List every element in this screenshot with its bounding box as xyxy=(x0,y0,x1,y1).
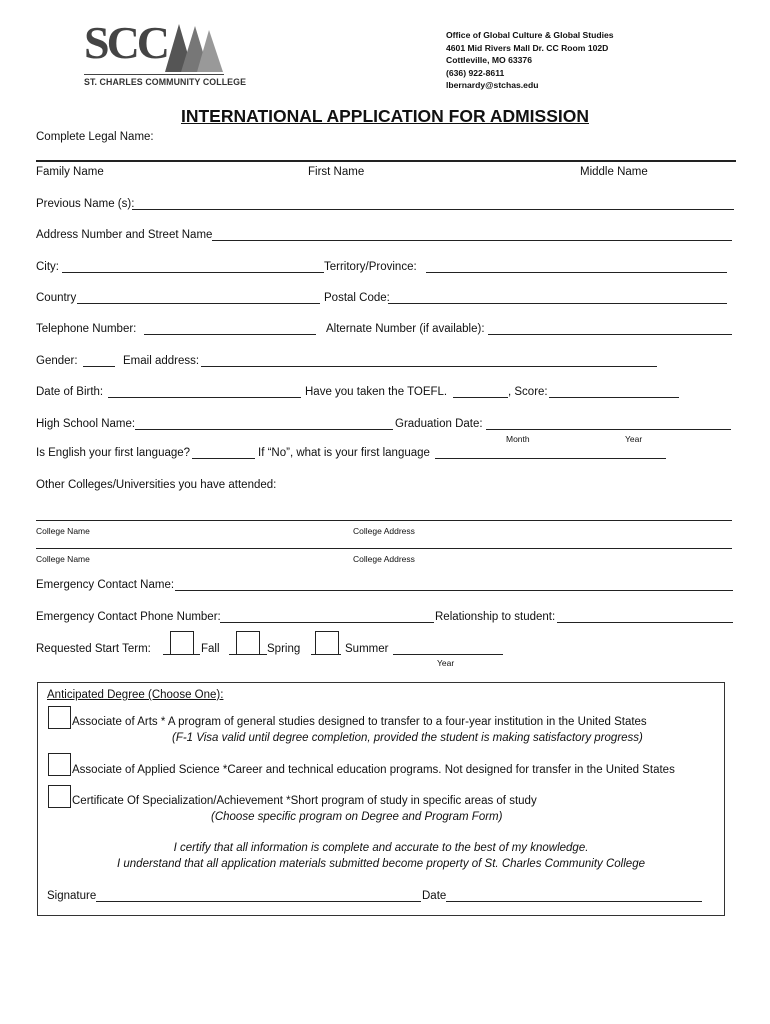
certificate-option: Certificate Of Specialization/Achievement *Short program of study in specific areas of study xyxy=(72,795,537,807)
relationship-label: Relationship to student: xyxy=(435,611,556,623)
legal-name-label: Complete Legal Name: xyxy=(36,131,154,143)
college-2-name-caption: College Name xyxy=(36,554,90,564)
address-field[interactable] xyxy=(212,240,732,241)
associate-arts-option: Associate of Arts * A program of general studies designed to transfer to a four-year institution in the United States xyxy=(72,716,647,728)
fall-checkbox[interactable] xyxy=(170,631,194,655)
year-caption: Year xyxy=(625,434,643,444)
score-field[interactable] xyxy=(549,397,679,398)
relationship-field[interactable] xyxy=(557,622,733,623)
college-2-address-caption: College Address xyxy=(353,554,415,564)
signature-field[interactable] xyxy=(96,901,421,902)
postal-code-label: Postal Code: xyxy=(324,292,390,304)
fall-label: Fall xyxy=(201,643,220,655)
middle-name-label: Middle Name xyxy=(580,166,648,178)
other-colleges-label: Other Colleges/Universities you have attended: xyxy=(36,479,277,491)
certification-statement-2: I understand that all application materials submitted become property of St. Charles Community College xyxy=(117,858,645,870)
term-year-caption: Year xyxy=(437,658,455,668)
office-info xyxy=(446,29,614,92)
english-first-field[interactable] xyxy=(192,458,255,459)
office-city: Cottleville, MO 63376 xyxy=(446,55,532,66)
alternate-number-label: Alternate Number (if available): xyxy=(326,323,485,335)
certificate-checkbox[interactable] xyxy=(48,785,71,808)
toefl-field[interactable] xyxy=(453,397,508,398)
college-2-field[interactable] xyxy=(36,548,732,549)
telephone-label: Telephone Number: xyxy=(36,323,137,335)
graduation-date-field[interactable] xyxy=(486,429,731,430)
logo-college-name: ST. CHARLES COMMUNITY COLLEGE xyxy=(84,77,247,87)
associate-arts-note: (F-1 Visa valid until degree completion, provided the student is making satisfactory progress) xyxy=(172,732,643,744)
gender-label: Gender: xyxy=(36,355,78,367)
high-school-field[interactable] xyxy=(135,429,393,430)
college-1-field[interactable] xyxy=(36,520,732,521)
emergency-name-label: Emergency Contact Name: xyxy=(36,579,175,591)
high-school-label: High School Name: xyxy=(36,418,136,430)
dob-field[interactable] xyxy=(108,397,301,398)
postal-code-field[interactable] xyxy=(388,303,727,304)
certificate-underline xyxy=(48,807,71,808)
emergency-name-field[interactable] xyxy=(175,590,733,591)
degree-heading: Anticipated Degree (Choose One): xyxy=(47,689,224,701)
first-language-field[interactable] xyxy=(435,458,666,459)
city-field[interactable] xyxy=(62,272,324,273)
email-field[interactable] xyxy=(201,366,657,367)
college-1-address-caption: College Address xyxy=(353,526,415,536)
start-term-label: Requested Start Term: xyxy=(36,643,151,655)
office-name: Office of Global Culture & Global Studies xyxy=(446,30,614,40)
summer-label: Summer xyxy=(345,643,389,655)
telephone-field[interactable] xyxy=(144,334,316,335)
college-1-name-caption: College Name xyxy=(36,526,90,536)
country-label: Country xyxy=(36,292,77,304)
toefl-label: Have you taken the TOEFL. xyxy=(305,386,448,398)
alternate-number-field[interactable] xyxy=(488,334,732,335)
emergency-phone-field[interactable] xyxy=(220,622,434,623)
legal-name-line[interactable] xyxy=(36,160,736,162)
logo-divider xyxy=(84,74,224,75)
logo-letters: SCC xyxy=(84,17,168,68)
previous-names-label: Previous Name (s): xyxy=(36,198,135,210)
english-first-label: Is English your first language? xyxy=(36,447,191,459)
territory-field[interactable] xyxy=(426,272,727,273)
form-title: INTERNATIONAL APPLICATION FOR ADMISSION xyxy=(180,106,589,126)
date-label: Date xyxy=(422,890,447,902)
address-label: Address Number and Street Name xyxy=(36,229,213,241)
graduation-date-label: Graduation Date: xyxy=(395,418,483,430)
spring-checkbox[interactable] xyxy=(236,631,260,655)
previous-names-field[interactable] xyxy=(132,209,734,210)
term-year-field[interactable] xyxy=(393,654,503,655)
associate-applied-checkbox[interactable] xyxy=(48,753,71,776)
first-name-label: First Name xyxy=(308,166,365,178)
signature-label: Signature xyxy=(47,890,97,902)
associate-applied-option: Associate of Applied Science *Career and technical education programs. Not designed for transfer in the United States xyxy=(72,764,675,776)
dob-label: Date of Birth: xyxy=(36,386,104,398)
date-field[interactable] xyxy=(446,901,702,902)
country-field[interactable] xyxy=(77,303,320,304)
family-name-label: Family Name xyxy=(36,166,104,178)
certificate-note: (Choose specific program on Degree and Program Form) xyxy=(211,811,503,823)
email-label: Email address: xyxy=(123,355,200,367)
first-language-label: If “No”, what is your first language xyxy=(258,447,430,459)
summer-checkbox[interactable] xyxy=(315,631,339,655)
certification-statement-1: I certify that all information is complete and accurate to the best of my knowledge. xyxy=(173,842,589,854)
city-label: City: xyxy=(36,261,59,273)
associate-arts-underline xyxy=(48,728,71,729)
office-address: 4601 Mid Rivers Mall Dr. CC Room 102D xyxy=(446,42,609,53)
office-phone: (636) 922-8611 xyxy=(446,67,505,78)
month-caption: Month xyxy=(506,434,530,444)
territory-label: Territory/Province: xyxy=(324,261,417,273)
spring-label: Spring xyxy=(267,643,301,655)
emergency-phone-label: Emergency Contact Phone Number: xyxy=(36,611,221,623)
office-email: lbernardy@stchas.edu xyxy=(446,80,539,91)
gender-field[interactable] xyxy=(83,366,115,367)
associate-arts-checkbox[interactable] xyxy=(48,706,71,729)
associate-applied-underline xyxy=(48,775,71,776)
trees-logo-icon xyxy=(163,22,225,74)
score-label: , Score: xyxy=(508,386,548,398)
